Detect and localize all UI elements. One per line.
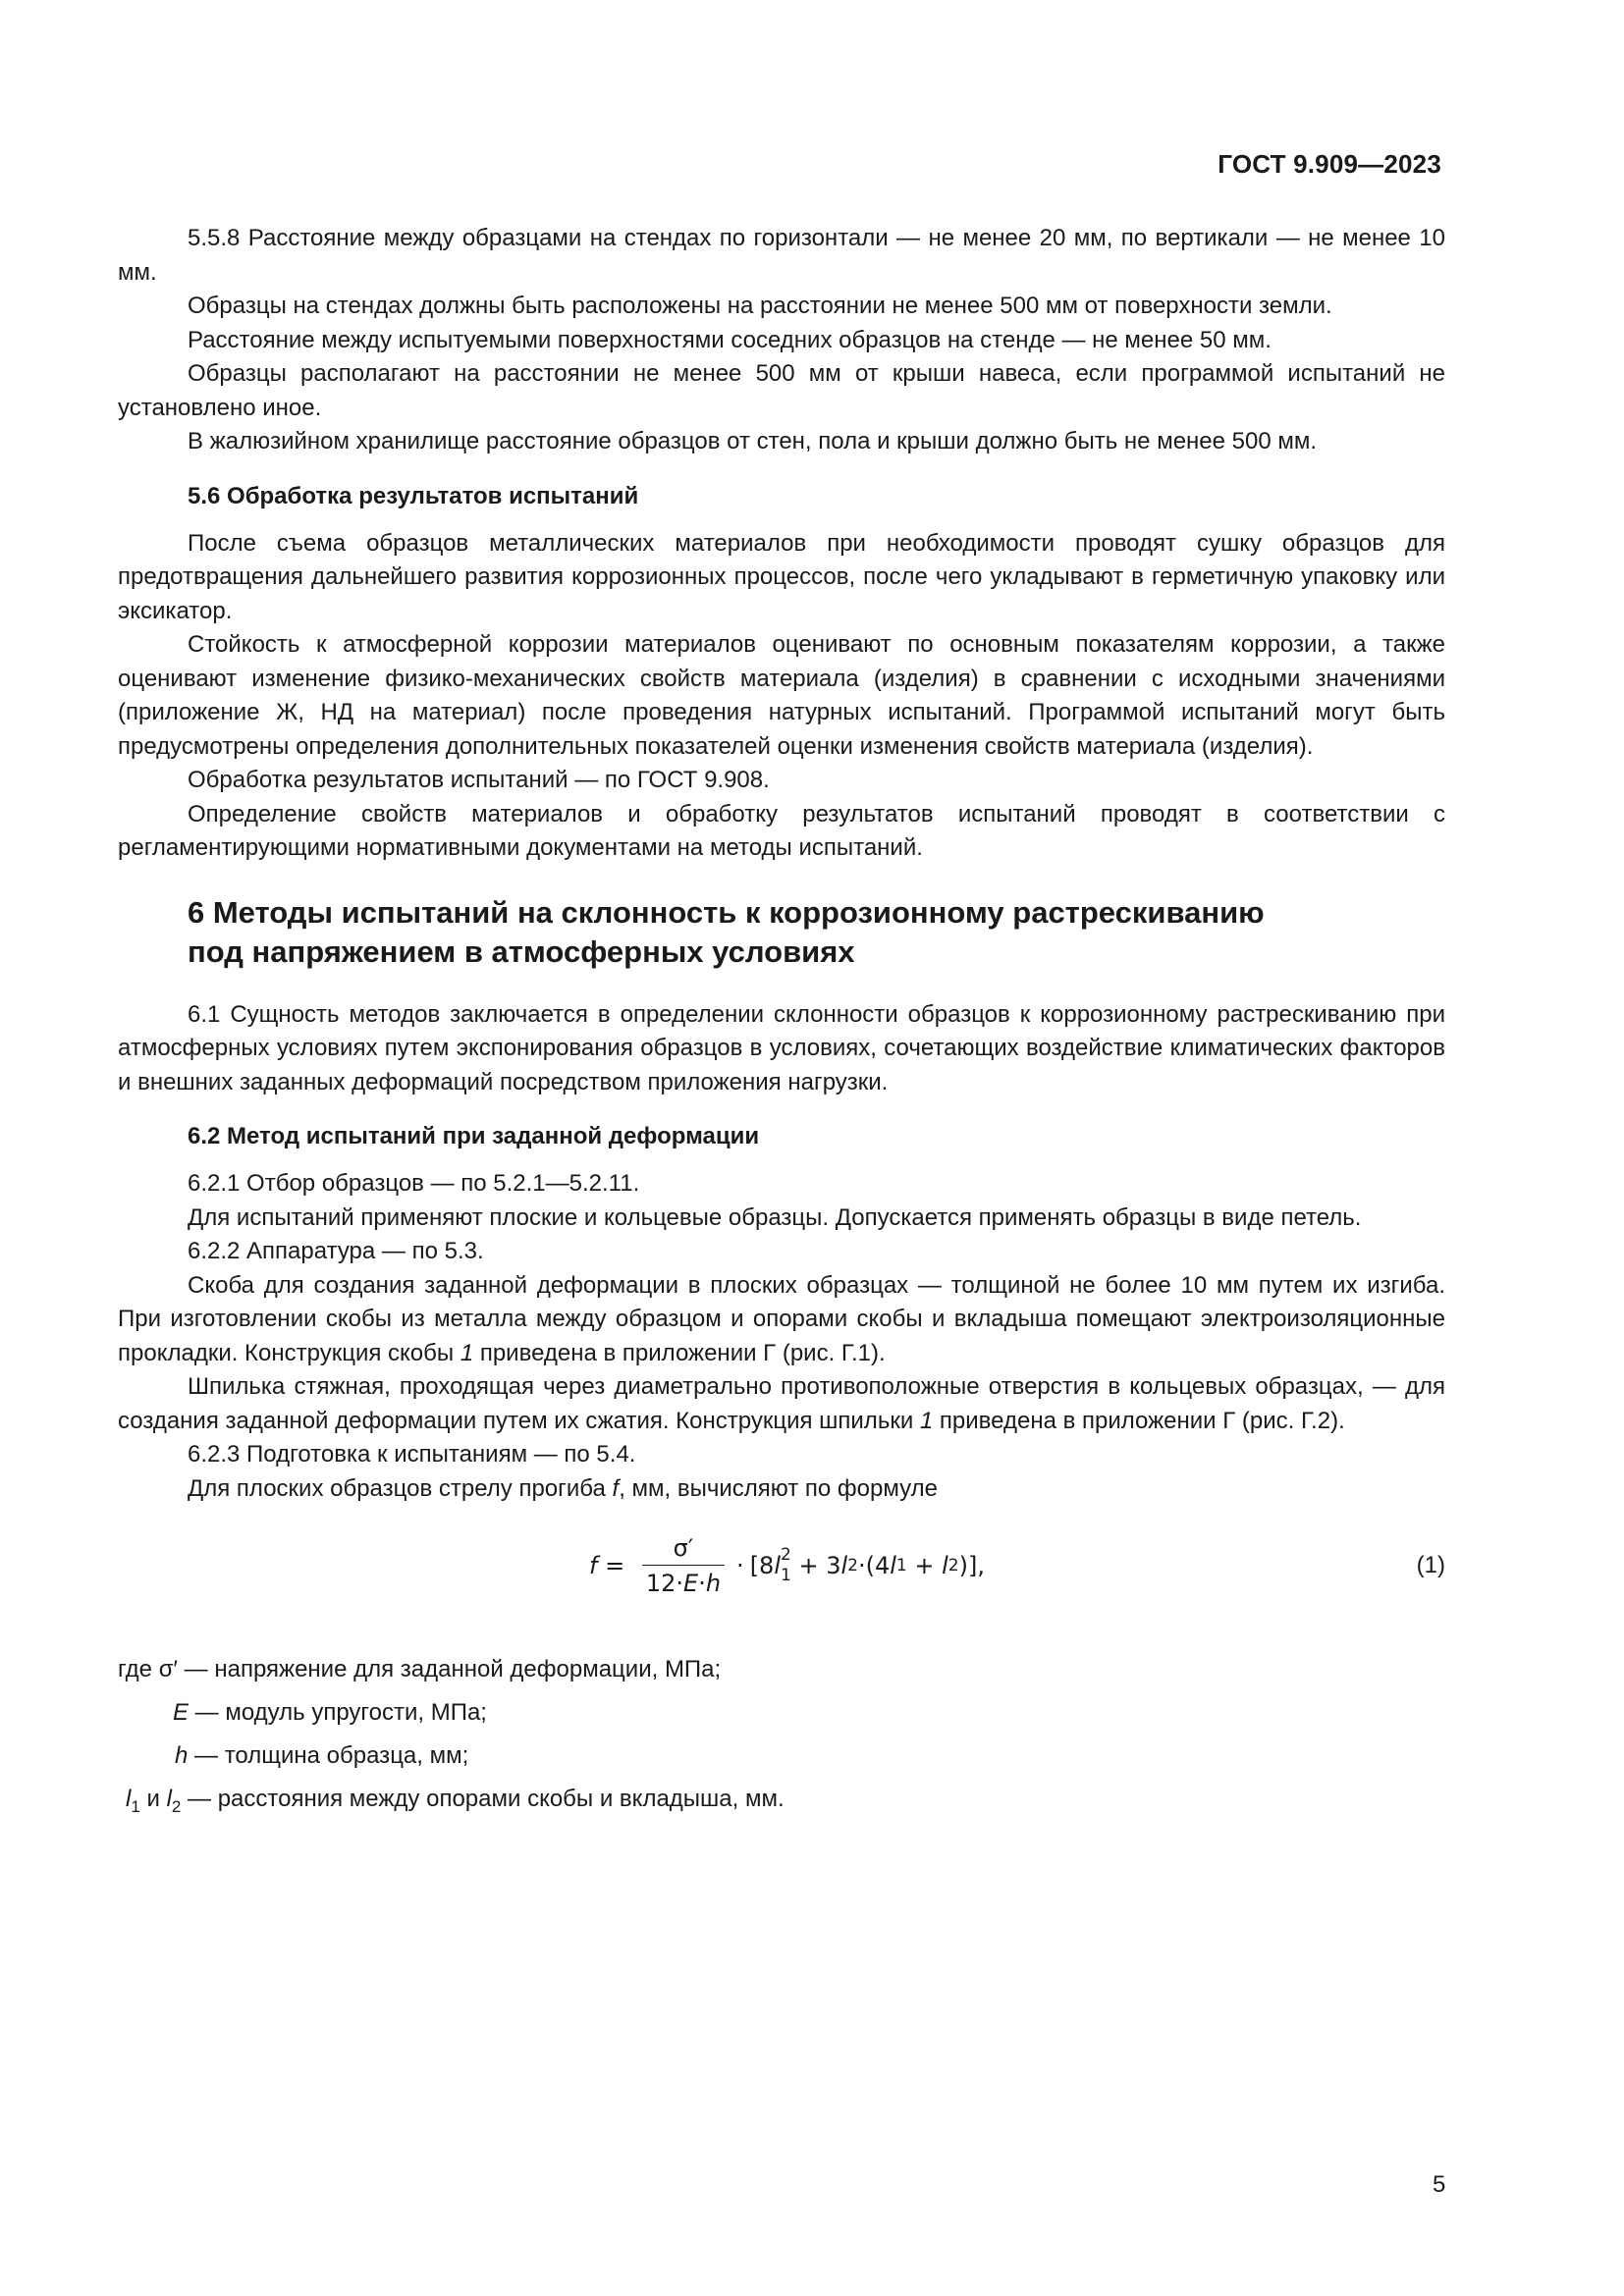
legend-h-symbol: h [175, 1742, 189, 1769]
paragraph-6-2-2: 6.2.2 Аппаратура — по 5.3. [188, 1238, 484, 1264]
formula-paren-open: (4 [865, 1551, 891, 1579]
paragraph-558-3: Расстояние между испытуемыми поверхностями соседних образцов на стенде — не менее 50 мм. [188, 326, 1272, 353]
legend-l1-sub: 1 [131, 1796, 140, 1816]
heading-6-2: 6.2 Метод испытаний при заданной деформации [188, 1123, 760, 1149]
heading-5-6: 5.6 Обработка результатов испытаний [188, 482, 639, 509]
paragraph-56-1: После съема образцов металлических материалов при необходимости проводят сушку образцов для предотвращения дальнейшего развития коррозионных процессов, после чего укладывают в герметичную упаковку или эксикатор. [118, 529, 1445, 624]
paragraph-558-5: В жалюзийном хранилище расстояние образцов от стен, пола и крыши должно быть не менее 500 мм. [188, 428, 1318, 454]
paragraph-558-2: Образцы на стендах должны быть расположены на расстоянии не менее 500 мм от поверхности земли. [188, 293, 1332, 319]
legend-h-desc: — толщина образца, мм; [188, 1742, 469, 1769]
heading-section-6-line2: под напряжением в атмосферных условиях [188, 934, 855, 969]
den-dot-1: · [676, 1570, 684, 1597]
formula-dot-main: · [736, 1551, 744, 1579]
p623b-text-a: Для плоских образцов стрелу прогиба [188, 1474, 613, 1502]
page-number: 5 [1433, 2171, 1446, 2198]
p622c-text-a: Шпилька стяжная, проходящая через диаметрально противоположные отверстия в кольцевых образцах, — для создания заданной деформации путем их сжатия. Конструкция шпильки [118, 1373, 1445, 1434]
p622c-text-b: приведена в приложении Г (рис. Г.2). [933, 1407, 1345, 1434]
formula-l2b-sub: 2 [947, 1555, 959, 1575]
paragraph-6-1: 6.1 Сущность методов заключается в определении склонности образцов к коррозионному растрескиванию при атмосферных условиях путем экспонирования образцов в условиях, сочетающих воздействие климатических факторов и внешних заданных деформаций посредством приложения нагрузки. [118, 1000, 1445, 1095]
legend-l2-sub: 2 [171, 1796, 182, 1816]
formula-l1-sup: 2 [781, 1545, 791, 1565]
formula-l1-sub: 1 [781, 1566, 791, 1585]
formula-plus: + [906, 1551, 943, 1579]
paragraph-6-2-1-b: Для испытаний применяют плоские и кольцевые образцы. Допускается применять образцы в виде петель. [188, 1203, 1362, 1231]
legend-E-symbol: E [173, 1699, 189, 1726]
legend-sigma-desc: — напряжение для заданной деформации, МПа; [178, 1656, 722, 1682]
legend-and: и [139, 1786, 167, 1812]
p622c-ref-number: 1 [919, 1407, 934, 1434]
paragraph-56-2: Стойкость к атмосферной коррозии материалов оценивают по основным показателям коррозии, а также оценивают изменение физико-механических свойств материала (изделия) в сравнении с исходными значениями (приложение Ж, НД на материал) после проведения натурных испытаний. Программой испытаний могут быть предусмотрены определения дополнительных показателей оценки изменения свойств материала (изделия). [118, 631, 1445, 760]
formula-legend [118, 1653, 1445, 1824]
p622b-text-b: приведена в приложении Г (рис. Г.1). [473, 1339, 886, 1366]
formula-plus3: + 3 [790, 1551, 841, 1579]
p623b-var-f: f [612, 1474, 620, 1502]
formula-l2: l [840, 1551, 848, 1579]
p623b-text-b: , мм, вычисляют по формуле [619, 1474, 938, 1502]
formula-l2b: l [942, 1551, 948, 1579]
formula-l1: l [774, 1551, 781, 1579]
legend-E [118, 1696, 1445, 1730]
legend-l [118, 1783, 1445, 1824]
p622b-ref-number: 1 [460, 1339, 474, 1366]
formula-lhs-f: f [589, 1551, 598, 1579]
paragraph-6-2-2-c [118, 1370, 1445, 1438]
formula-denominator [642, 1565, 725, 1598]
legend-h [118, 1739, 1445, 1773]
paragraph-56-4: Определение свойств материалов и обработку результатов испытаний проводят в соответствии с регламентирующими нормативными документами на методы испытаний. [118, 800, 1445, 861]
legend-E-desc: — модуль упругости, МПа; [189, 1699, 487, 1726]
formula-expression [589, 1522, 985, 1610]
paragraph-6-2-2-b [118, 1269, 1445, 1371]
doc-code-header: ГОСТ 9.909—2023 [1218, 149, 1441, 179]
formula-l1b: l [890, 1551, 896, 1579]
paragraph-6-2-3-b [118, 1472, 1445, 1507]
paragraph-558-4: Образцы располагают на расстоянии не менее 500 мм от крыши навеса, если программой испытаний не установлено иное. [118, 360, 1445, 421]
paragraph-558-1: 5.5.8 Расстояние между образцами на стендах по горизонтали — не менее 20 мм, по вертикали — не менее 10 мм. [118, 225, 1445, 286]
legend-l-desc: — расстояния между опорами скобы и вкладыша, мм. [181, 1786, 785, 1812]
paragraph-6-2-3: 6.2.3 Подготовка к испытаниям — по 5.4. [188, 1441, 636, 1468]
formula-1 [118, 1522, 1445, 1610]
formula-paren-close: )], [958, 1551, 985, 1579]
formula-numerator: σ′ [673, 1534, 694, 1562]
formula-dot-2: · [857, 1551, 866, 1579]
formula-fraction [642, 1533, 725, 1598]
formula-l2-sub: 2 [847, 1555, 858, 1575]
formula-l1b-sub: 1 [895, 1555, 907, 1575]
paragraph-56-3: Обработка результатов испытаний — по ГОСТ 9.908. [188, 767, 770, 793]
heading-section-6 [188, 893, 1445, 972]
formula-l1-scripts [781, 1545, 791, 1585]
formula-equals: = [597, 1551, 632, 1579]
legend-l1-symbol: l [126, 1786, 132, 1812]
den-h: h [705, 1570, 722, 1597]
legend-sigma [118, 1653, 1445, 1686]
legend-l2-symbol: l [166, 1786, 172, 1812]
formula-number: (1) [1416, 1552, 1445, 1578]
formula-bracket-open: [8 [749, 1551, 775, 1579]
p622b-text-a: Скоба для создания заданной деформации в плоских образцах — толщиной не более 10 мм путем их изгиба. При изготовлении скобы из металла между образцом и опорами скобы и вкладыша помещают электроизоляционные прокладки. Конструкция скобы [118, 1271, 1445, 1366]
legend-gde: где [118, 1656, 159, 1682]
paragraph-6-2-1: 6.2.1 Отбор образцов — по 5.2.1—5.2.11. [188, 1170, 640, 1197]
legend-sigma-symbol: σ′ [158, 1656, 179, 1682]
den-dot-2: · [698, 1570, 706, 1597]
den-12: 12 [645, 1570, 677, 1597]
heading-section-6-line1: 6 Методы испытаний на склонность к коррозионному растрескиванию [188, 894, 1265, 930]
den-E: E [683, 1570, 699, 1597]
page-content [118, 222, 1445, 1834]
